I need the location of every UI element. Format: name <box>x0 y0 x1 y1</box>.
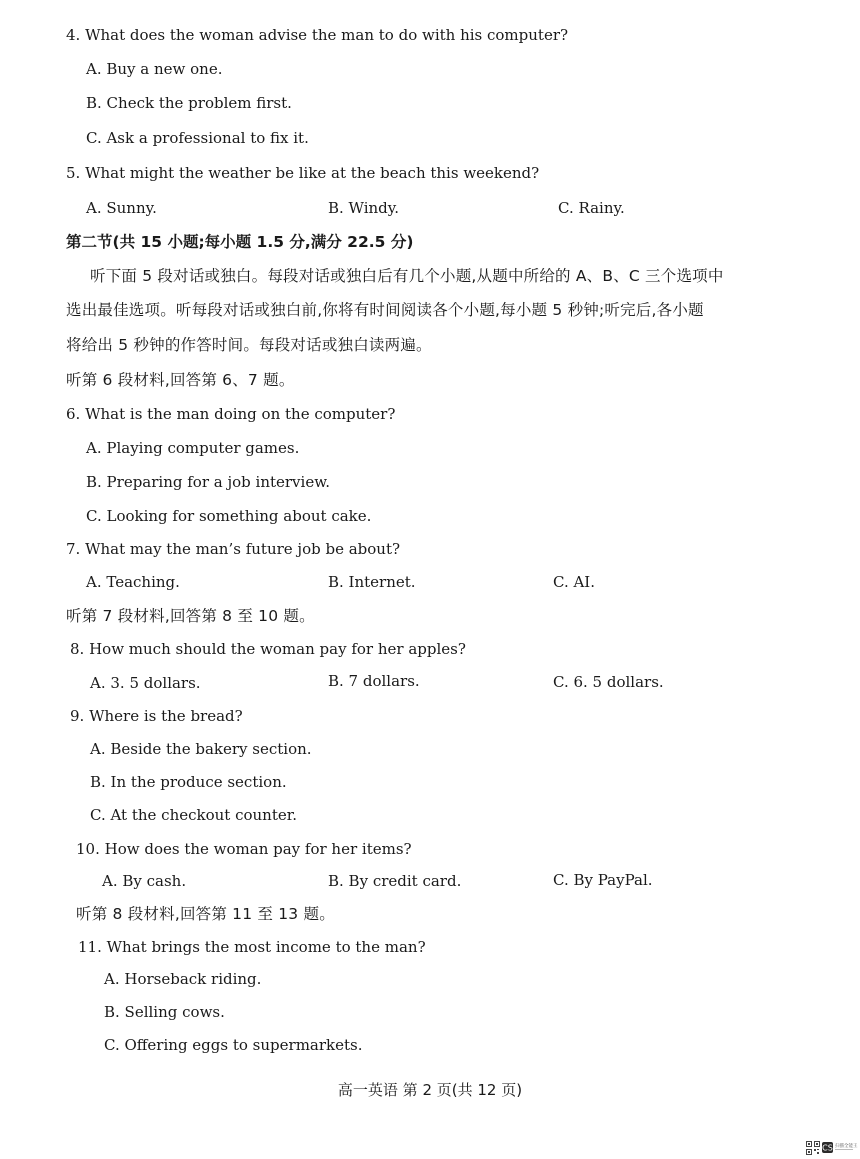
section-2-instructions-line-1: 听下面 5 段对话或独白。每段对话或独白后有几个小题,从题中所给的 A、B、C 三个选项中 <box>90 267 724 285</box>
question-7-option-b: B. Internet. <box>328 573 416 591</box>
material-7-intro: 听第 7 段材料,回答第 8 至 10 题。 <box>66 607 315 625</box>
question-6-option-a: A. Playing computer games. <box>86 439 300 457</box>
question-4-option-a: A. Buy a new one. <box>86 60 223 78</box>
question-8-stem: 8. How much should the woman pay for her apples? <box>70 640 466 658</box>
question-11-option-b: B. Selling cows. <box>104 1003 225 1021</box>
question-4-stem: 4. What does the woman advise the man to do with his computer? <box>66 26 569 44</box>
question-8-option-a: A. 3. 5 dollars. <box>90 674 201 692</box>
svg-text:CS: CS <box>822 1143 833 1153</box>
question-6-option-c: C. Looking for something about cake. <box>86 507 372 525</box>
question-10-option-c: C. By PayPal. <box>553 871 653 889</box>
question-10-option-b: B. By credit card. <box>328 872 462 890</box>
question-8-option-b: B. 7 dollars. <box>328 672 420 690</box>
material-8-intro: 听第 8 段材料,回答第 11 至 13 题。 <box>76 905 335 923</box>
question-7-option-a: A. Teaching. <box>86 573 180 591</box>
qr-code-icon <box>806 1141 820 1155</box>
question-7-option-c: C. AI. <box>553 573 596 591</box>
question-10-option-a: A. By cash. <box>102 872 187 890</box>
question-5-option-b: B. Windy. <box>328 199 400 217</box>
question-8-option-c: C. 6. 5 dollars. <box>553 673 664 691</box>
question-10-stem: 10. How does the woman pay for her items? <box>76 840 412 858</box>
question-9-option-b: B. In the produce section. <box>90 773 287 791</box>
question-9-stem: 9. Where is the bread? <box>70 707 243 725</box>
scanner-watermark-logo <box>822 1141 858 1154</box>
question-5-stem: 5. What might the weather be like at the beach this weekend? <box>66 164 540 182</box>
question-4-option-c: C. Ask a professional to fix it. <box>86 129 309 147</box>
section-2-instructions-line-2: 选出最佳选项。听每段对话或独白前,你将有时间阅读各个小题,每小题 5 秒钟;听完后,各小题 <box>66 301 704 319</box>
section-2-instructions-line-3: 将给出 5 秒钟的作答时间。每段对话或独白读两遍。 <box>66 336 432 354</box>
question-9-option-c: C. At the checkout counter. <box>90 806 298 824</box>
section-2-heading: 第二节(共 15 小题;每小题 1.5 分,满分 22.5 分) <box>66 233 414 251</box>
svg-text:扫描全能王: 扫描全能王 <box>835 1144 858 1149</box>
material-6-intro: 听第 6 段材料,回答第 6、7 题。 <box>66 371 295 389</box>
question-11-option-a: A. Horseback riding. <box>104 970 262 988</box>
question-7-stem: 7. What may the man’s future job be about? <box>66 540 401 558</box>
question-5-option-c: C. Rainy. <box>558 199 625 217</box>
question-4-option-b: B. Check the problem first. <box>86 94 292 112</box>
question-9-option-a: A. Beside the bakery section. <box>90 740 312 758</box>
question-11-option-c: C. Offering eggs to supermarkets. <box>104 1036 363 1054</box>
question-6-stem: 6. What is the man doing on the computer? <box>66 405 396 423</box>
question-5-option-a: A. Sunny. <box>86 199 157 217</box>
question-6-option-b: B. Preparing for a job interview. <box>86 473 331 491</box>
page-footer: 高一英语 第 2 页(共 12 页) <box>337 1081 523 1099</box>
question-11-stem: 11. What brings the most income to the man? <box>78 938 426 956</box>
